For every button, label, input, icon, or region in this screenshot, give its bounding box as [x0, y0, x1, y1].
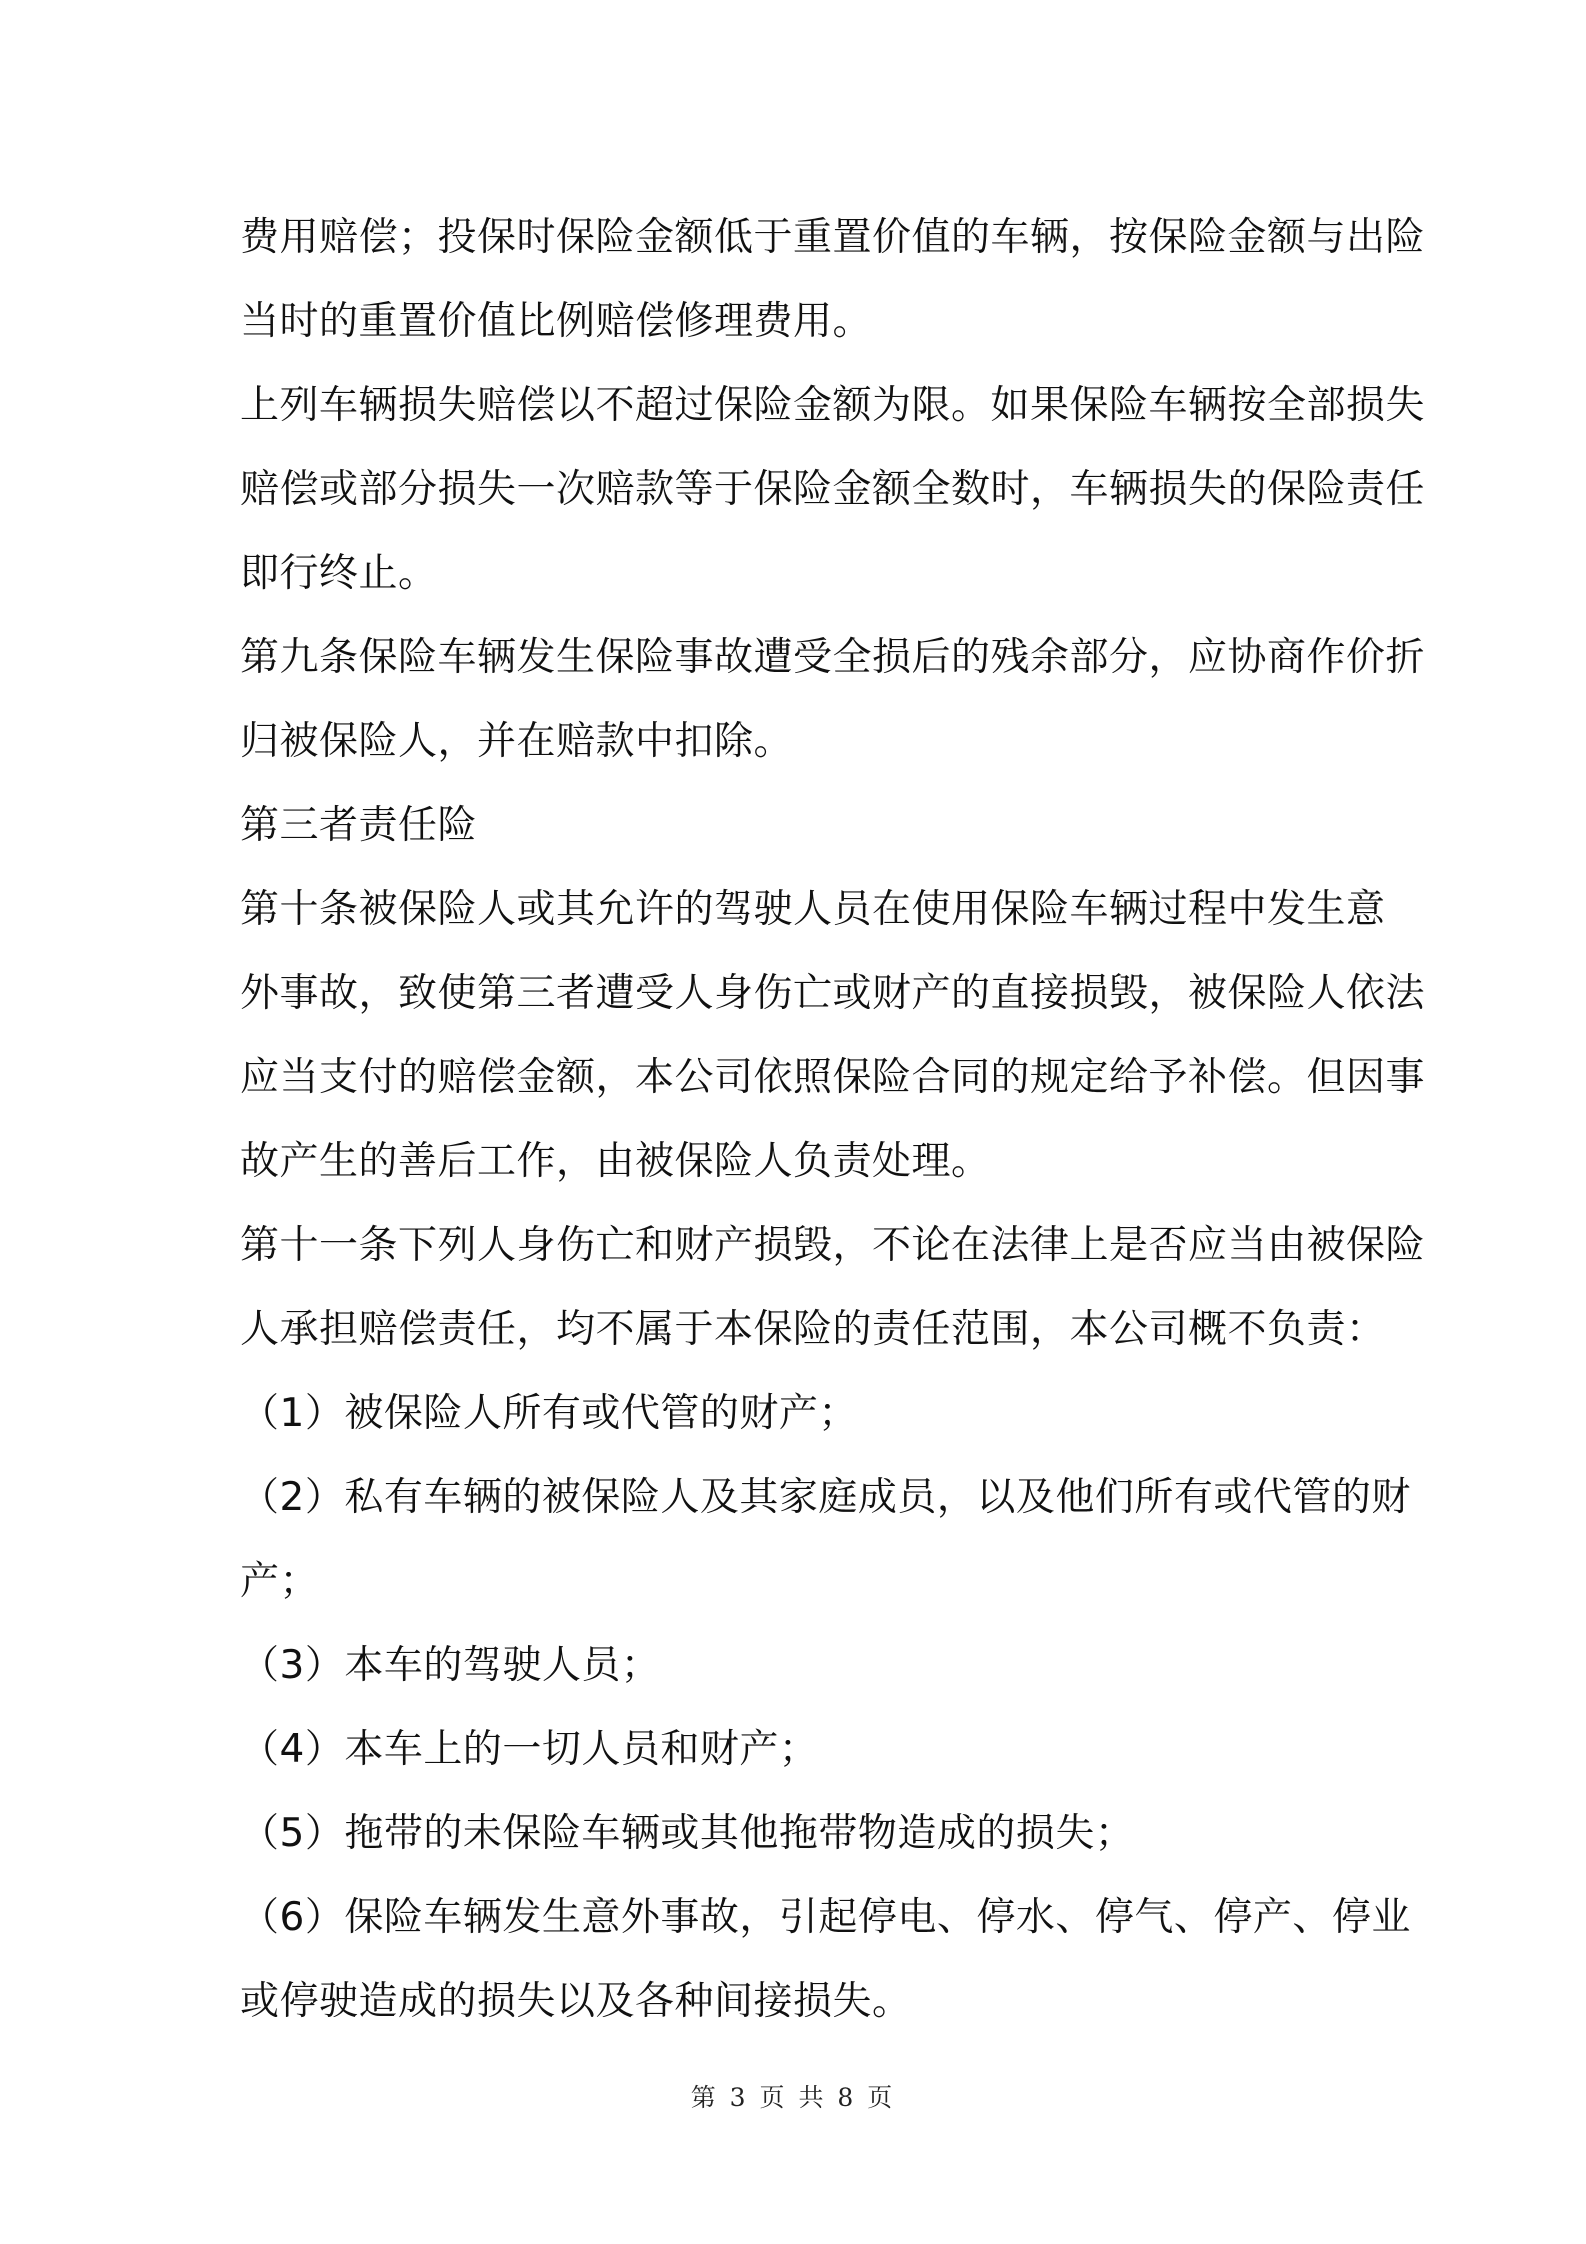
- list-item: （3）本车的驾驶人员；: [240, 1643, 661, 1688]
- text-line: 或停驶造成的损失以及各种间接损失。: [240, 1979, 912, 2024]
- list-item: （6）保险车辆发生意外事故，引起停电、停水、停气、停产、停业: [240, 1895, 1411, 1940]
- text-line: 产；: [240, 1559, 320, 1604]
- text-line: 故产生的善后工作，由被保险人负责处理。: [240, 1139, 991, 1184]
- list-item: （5）拖带的未保险车辆或其他拖带物造成的损失；: [240, 1811, 1135, 1856]
- body-text: [240, 196, 1426, 2044]
- text-line: 即行终止。: [240, 551, 438, 596]
- text-line: 第九条保险车辆发生保险事故遭受全损后的残余部分，应协商作价折: [240, 635, 1426, 680]
- text-line: 第十条被保险人或其允许的驾驶人员在使用保险车辆过程中发生意: [240, 887, 1386, 932]
- text-line: 人承担赔偿责任，均不属于本保险的责任范围，本公司概不负责：: [240, 1307, 1386, 1352]
- text-line: 应当支付的赔偿金额，本公司依照保险合同的规定给予补偿。但因事: [240, 1055, 1426, 1100]
- page-number-footer: 第 3 页 共 8 页: [690, 2083, 896, 2112]
- text-line: 赔偿或部分损失一次赔款等于保险金额全数时，车辆损失的保险责任: [240, 467, 1426, 512]
- list-item: （1）被保险人所有或代管的财产；: [240, 1391, 858, 1436]
- text-line: 当时的重置价值比例赔偿修理费用。: [240, 299, 873, 344]
- text-line: 归被保险人，并在赔款中扣除。: [240, 719, 794, 764]
- list-item: （2）私有车辆的被保险人及其家庭成员，以及他们所有或代管的财: [240, 1475, 1411, 1520]
- text-line: 上列车辆损失赔偿以不超过保险金额为限。如果保险车辆按全部损失: [240, 383, 1426, 428]
- text-line: 外事故，致使第三者遭受人身伤亡或财产的直接损毁，被保险人依法: [240, 971, 1426, 1016]
- text-line: 第十一条下列人身伤亡和财产损毁，不论在法律上是否应当由被保险: [240, 1223, 1426, 1268]
- section-heading: 第三者责任险: [240, 803, 478, 848]
- list-item: （4）本车上的一切人员和财产；: [240, 1727, 819, 1772]
- text-line: 费用赔偿；投保时保险金额低于重置价值的车辆，按保险金额与出险: [240, 215, 1426, 260]
